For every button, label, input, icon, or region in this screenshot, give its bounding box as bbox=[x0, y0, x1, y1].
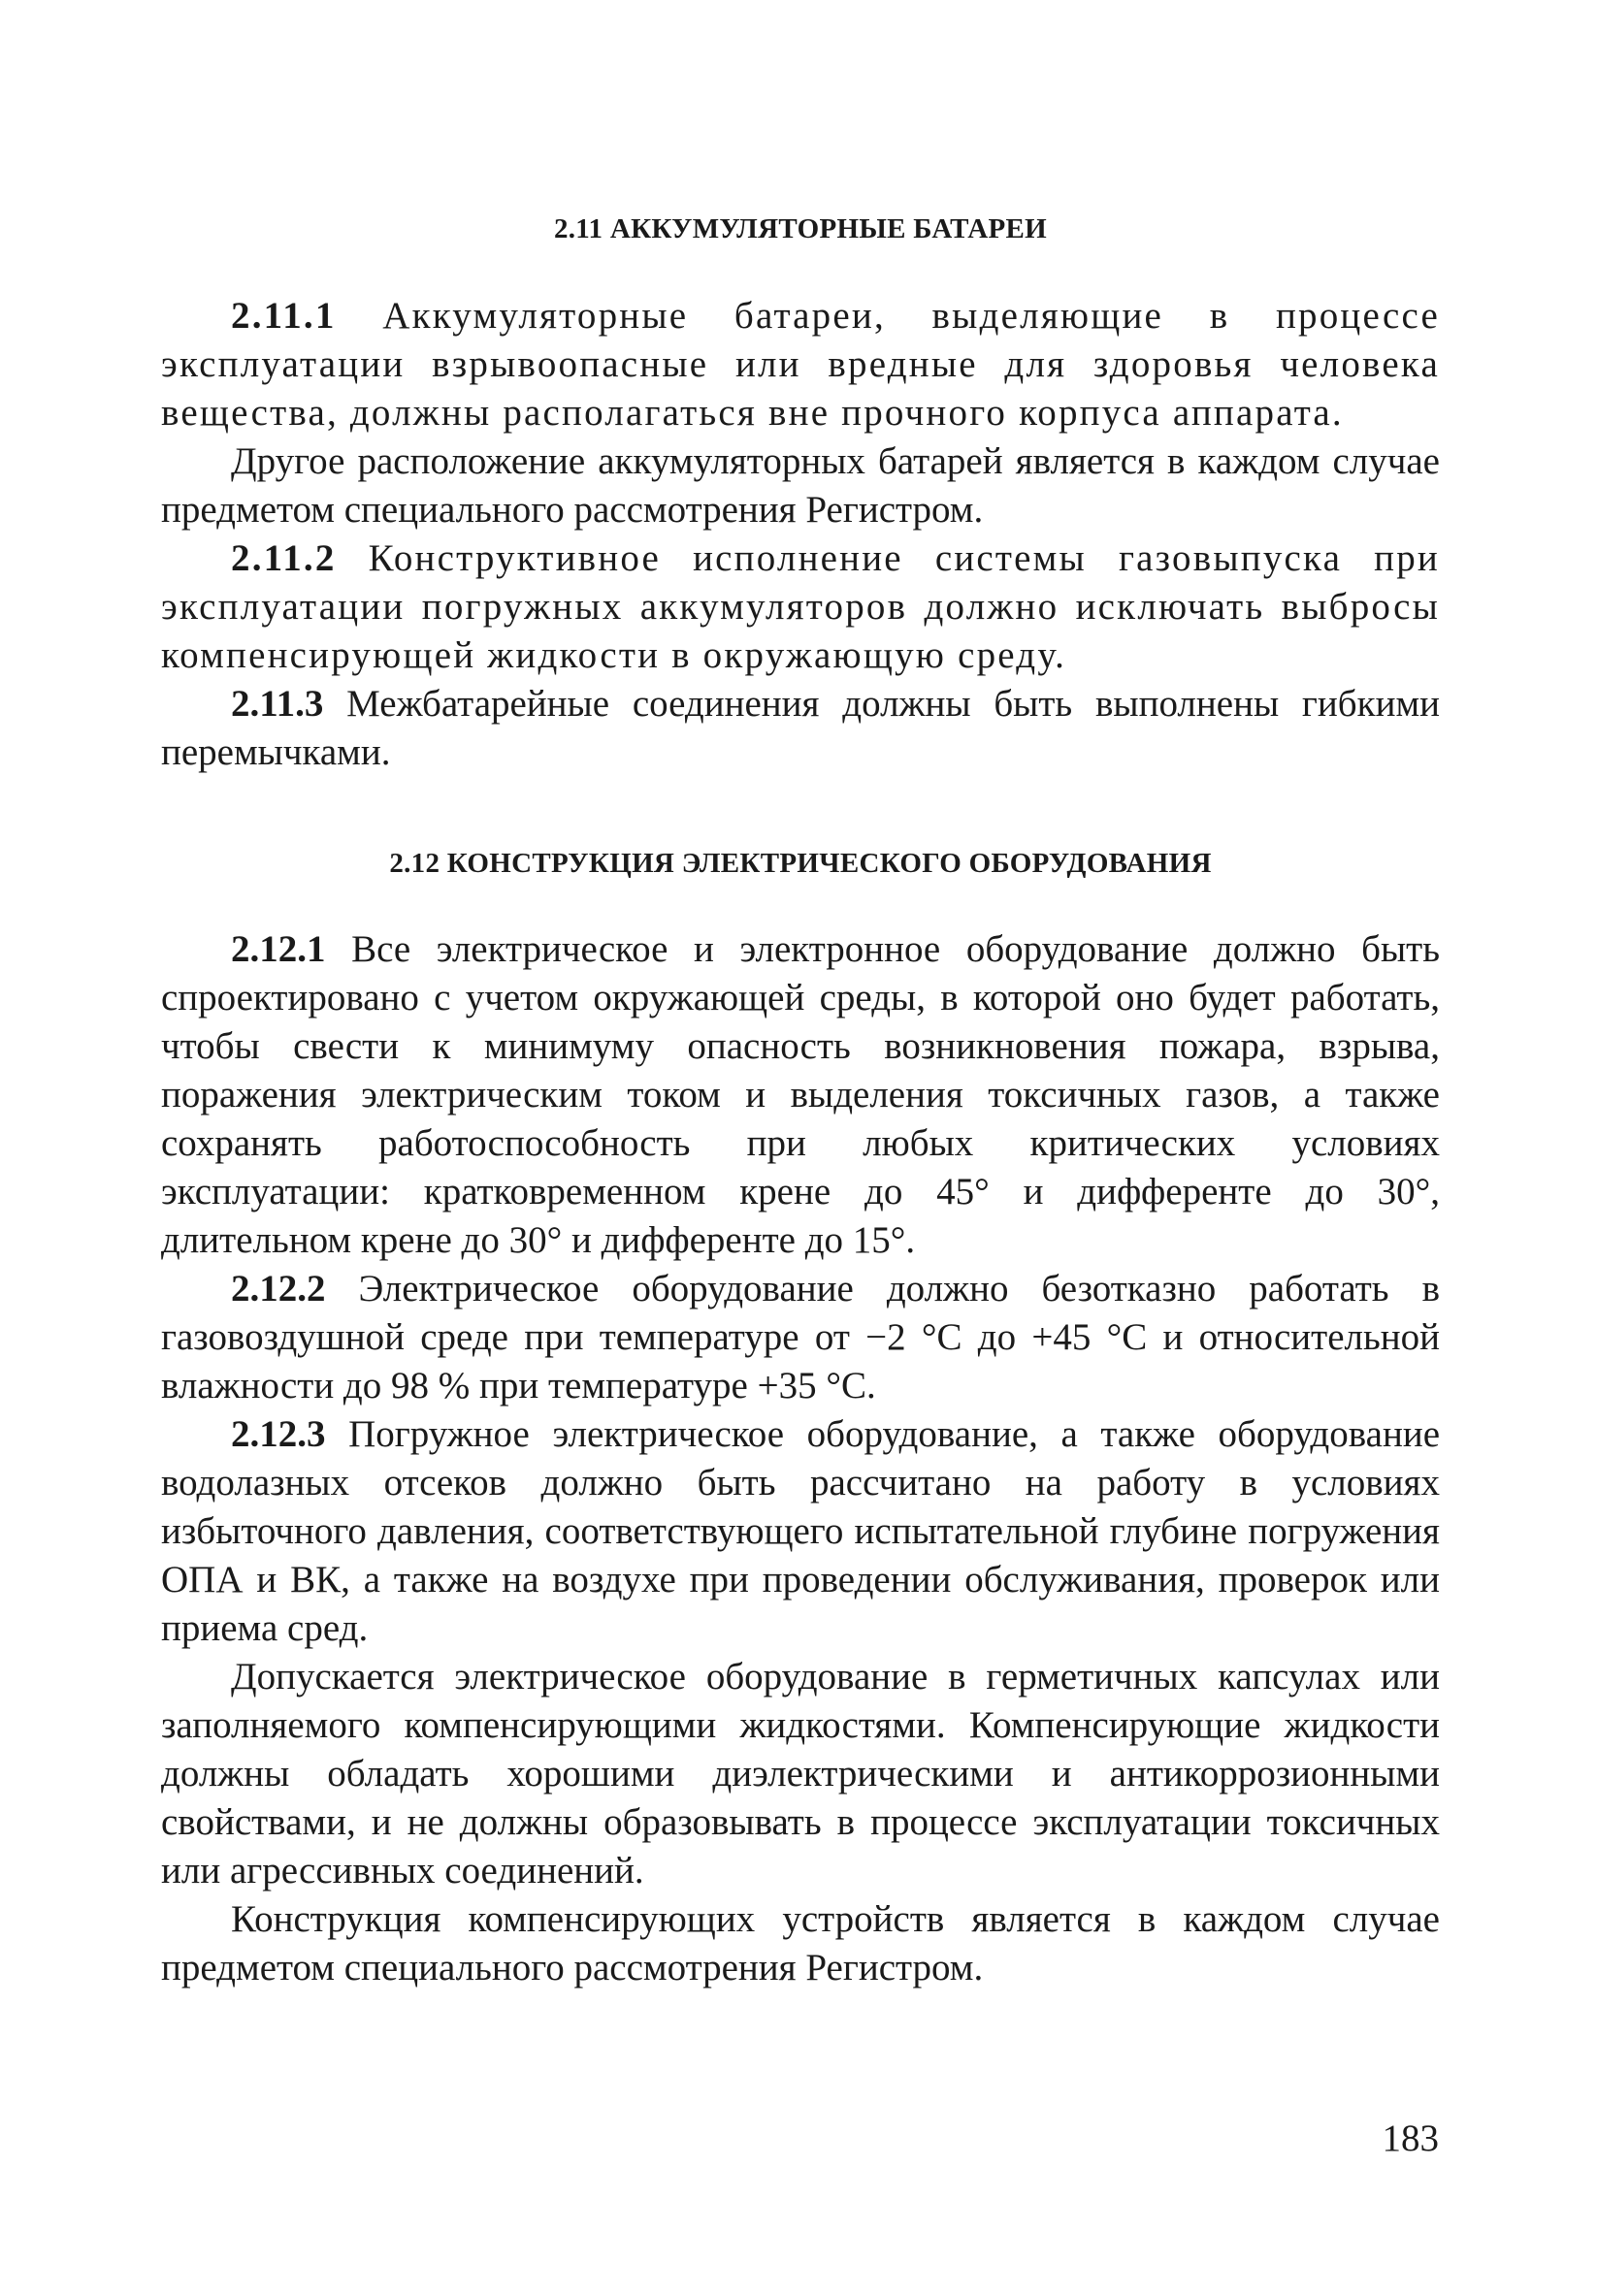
section-2-12 bbox=[161, 844, 1440, 883]
paragraph-2-12-2 bbox=[161, 1265, 1440, 1410]
section-2-11 bbox=[161, 210, 1440, 248]
clause-number: 2.12.1 bbox=[231, 928, 326, 970]
paragraph-text: Конструктивное исполнение системы газовыпуска при эксплуатации погружных аккумуляторов должно исключать выбросы компенсирующей жидкости в окружающую среду. bbox=[161, 537, 1440, 676]
paragraph-2-11-3 bbox=[161, 680, 1440, 777]
paragraph-2-12-1 bbox=[161, 925, 1440, 1265]
paragraph-text: Все электрическое и электронное оборудование должно быть спроектировано с учетом окружающей среды, в которой оно будет работать, чтобы свести к минимуму опасность возникновения пожара, взрыва, поражения электрическим током и выделения токсичных газов, а также сохранять работоспособность при любых критических условиях эксплуатации: кратковременном крене до 45° и дифференте до 30°, длительном крене до 30° и дифференте до 15°. bbox=[161, 928, 1440, 1261]
paragraph-text: Погружное электрическое оборудование, а также оборудование водолазных отсеков должно быть рассчитано на работу в условиях избыточного давления, соответствующего испытательной глубине погружения ОПА и ВК, а также на воздухе при проведении обслуживания, проверок или приема сред. bbox=[161, 1413, 1440, 1649]
paragraph-2-11-1 bbox=[161, 292, 1440, 437]
clause-number: 2.11.3 bbox=[231, 683, 324, 725]
paragraph-text: Электрическое оборудование должно безотказно работать в газовоздушной среде при температуре от −2 °С до +45 °С и относительной влажности до 98 % при температуре +35 °С. bbox=[161, 1268, 1440, 1407]
paragraph-2-12-3 bbox=[161, 1410, 1440, 1653]
section-title: 2.12 КОНСТРУКЦИЯ ЭЛЕКТРИЧЕСКОГО ОБОРУДОВАНИЯ bbox=[389, 848, 1212, 879]
section-2-11-body bbox=[161, 292, 1440, 777]
paragraph-text: Межбатарейные соединения должны быть выполнены гибкими перемычками. bbox=[161, 683, 1440, 773]
paragraph-text: Аккумуляторные батареи, выделяющие в процессе эксплуатации взрывоопасные или вредные для здоровья человека вещества, должны располагаться вне прочного корпуса аппарата. bbox=[161, 295, 1440, 434]
section-title: 2.11 АККУМУЛЯТОРНЫЕ БАТАРЕИ bbox=[553, 213, 1048, 244]
clause-number: 2.12.2 bbox=[231, 1268, 326, 1310]
paragraph-2-12-3-note-2: Конструкция компенсирующих устройств является в каждом случае предметом специального рассмотрения Регистром. bbox=[161, 1898, 1440, 1989]
clause-number: 2.11.2 bbox=[231, 537, 337, 579]
clause-number: 2.12.3 bbox=[231, 1413, 326, 1455]
page-number: 183 bbox=[1382, 2118, 1439, 2159]
paragraph-2-11-1-note: Другое расположение аккумуляторных батарей является в каждом случае предметом специального рассмотрения Регистром. bbox=[161, 440, 1440, 531]
paragraph-2-11-2 bbox=[161, 534, 1440, 680]
paragraph-2-12-3-note: Допускается электрическое оборудование в герметичных капсулах или заполняемого компенсирующими жидкостями. Компенсирующие жидкости должны обладать хорошими диэлектрическими и антикоррозионными свойствами, и не должны образовывать в процессе эксплуатации токсичных или агрессивных соединений. bbox=[161, 1656, 1440, 1892]
section-2-12-body bbox=[161, 925, 1440, 1992]
clause-number: 2.11.1 bbox=[231, 295, 337, 337]
